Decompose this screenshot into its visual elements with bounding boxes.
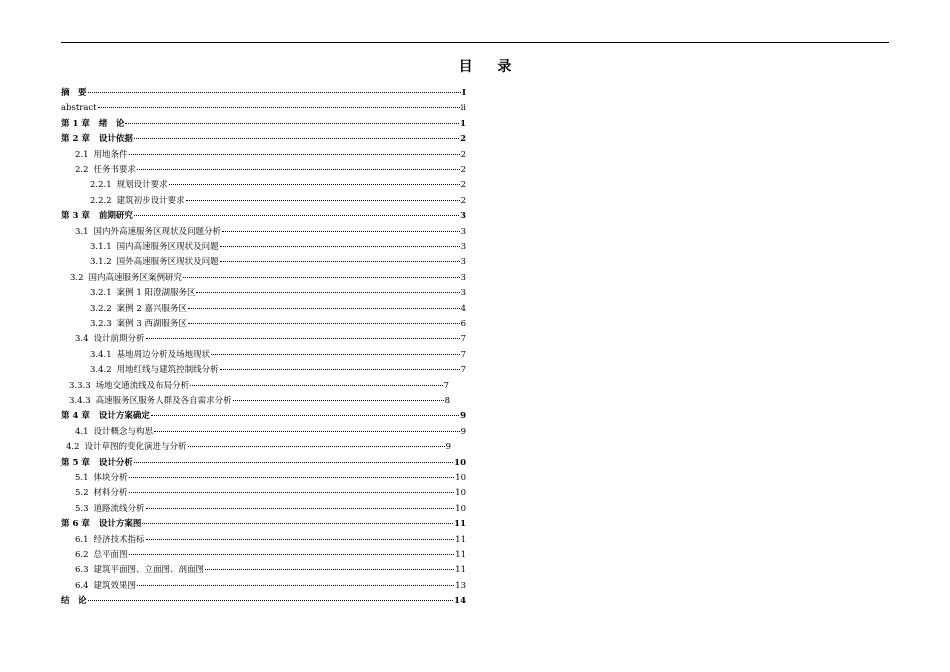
toc-entry[interactable] bbox=[90, 317, 466, 331]
toc-entry-title: 规划设计要求 bbox=[116, 180, 168, 191]
toc-entry-page: 3 bbox=[460, 242, 466, 252]
toc-entry-page: 10 bbox=[454, 457, 466, 468]
toc-entry-page: ii bbox=[460, 103, 466, 114]
toc-entry-page: 7 bbox=[443, 380, 449, 391]
toc-entry-title: 国内外高速服务区现状及问题分析 bbox=[93, 226, 222, 237]
toc-entry-title: 经济技术指标 bbox=[93, 534, 145, 545]
toc-entry-title: 设计概念与构思 bbox=[93, 426, 154, 437]
toc-dot-leader bbox=[186, 200, 460, 201]
toc-entry-title: 高速服务区服务人群及各自需求分析 bbox=[95, 396, 232, 406]
toc-entry-number: 第 3 章 bbox=[61, 211, 90, 222]
toc-entry[interactable] bbox=[90, 178, 466, 192]
toc-entry[interactable] bbox=[61, 86, 466, 100]
toc-entry-page: 3 bbox=[460, 257, 466, 268]
toc-entry[interactable] bbox=[61, 101, 466, 115]
toc-entry[interactable] bbox=[90, 286, 466, 300]
toc-entry-title: 设计分析 bbox=[98, 457, 133, 468]
toc-entry[interactable] bbox=[75, 563, 466, 577]
toc-entry-number: 5.2 bbox=[75, 488, 89, 499]
toc-entry[interactable] bbox=[75, 548, 466, 562]
toc-entry-page: 8 bbox=[444, 396, 450, 406]
toc-dot-leader bbox=[233, 400, 444, 401]
toc-dot-leader bbox=[146, 508, 455, 509]
toc-entry-number: 6.2 bbox=[75, 550, 89, 560]
toc-entry-page: 10 bbox=[455, 503, 466, 514]
toc-entry-title: 设计方案确定 bbox=[98, 411, 150, 422]
toc-entry-title: 建筑平面图、立面图、剖面图 bbox=[93, 565, 205, 576]
toc-entry-title: 设计方案图 bbox=[98, 519, 142, 530]
toc-entry[interactable] bbox=[75, 486, 466, 500]
toc-entry-page: 9 bbox=[460, 411, 466, 422]
toc-entry-number: 3.1.1 bbox=[90, 242, 112, 252]
toc-dot-leader bbox=[137, 585, 454, 586]
toc-dot-leader bbox=[129, 154, 460, 155]
toc-entry[interactable] bbox=[61, 132, 466, 146]
toc-entry-title: 材料分析 bbox=[93, 488, 128, 499]
toc-entry-title: 国内高速服务区现状及问题 bbox=[116, 242, 219, 252]
toc-entry-title: abstract bbox=[61, 103, 97, 114]
toc-entry-page: 1 bbox=[460, 118, 466, 129]
toc-entry[interactable] bbox=[61, 517, 466, 531]
toc-entry-title: 结 论 bbox=[61, 596, 87, 607]
toc-entry-title: 道路流线分析 bbox=[93, 503, 145, 514]
toc-dot-leader bbox=[222, 231, 460, 232]
toc-entry[interactable] bbox=[90, 302, 466, 316]
toc-entry-page: 3 bbox=[460, 272, 466, 283]
toc-dot-leader bbox=[169, 184, 460, 185]
toc-entry-number: 6.1 bbox=[75, 534, 89, 545]
toc-dot-leader bbox=[98, 107, 460, 108]
toc-entry-number: 3.2.3 bbox=[90, 319, 112, 329]
toc-entry-number: 4.2 bbox=[66, 442, 80, 453]
toc-dot-leader bbox=[188, 323, 460, 324]
toc-entry-page: 3 bbox=[460, 288, 466, 299]
toc-entry[interactable] bbox=[70, 271, 466, 285]
toc-entry[interactable] bbox=[90, 194, 466, 208]
toc-entry-number: 3.1 bbox=[75, 226, 89, 237]
toc-entry-page: 10 bbox=[455, 488, 466, 499]
toc-dot-leader bbox=[134, 215, 459, 216]
toc-dot-leader bbox=[188, 446, 445, 447]
toc-entry-number: 6.4 bbox=[75, 580, 89, 591]
toc-dot-leader bbox=[146, 338, 460, 339]
toc-entry[interactable] bbox=[61, 209, 466, 223]
toc-entry-page: 14 bbox=[454, 596, 466, 607]
toc-dot-leader bbox=[134, 462, 453, 463]
toc-entry-page: I bbox=[462, 88, 466, 98]
toc-entry-title: 案例 2 嘉兴服务区 bbox=[116, 303, 187, 314]
toc-dot-leader bbox=[190, 385, 442, 386]
toc-entry-number: 3.4 bbox=[75, 334, 89, 345]
toc-entry-title: 建筑效果图 bbox=[93, 580, 137, 591]
toc-entry-number: 第 4 章 bbox=[61, 411, 90, 422]
toc-dot-leader bbox=[220, 246, 460, 247]
toc-dot-leader bbox=[220, 261, 460, 262]
toc-entry-page: 9 bbox=[460, 426, 466, 437]
toc-dot-leader bbox=[129, 554, 455, 555]
toc-entry-page: 4 bbox=[460, 303, 466, 314]
toc-entry-title: 前期研究 bbox=[98, 211, 133, 222]
toc-entry-title: 国内高速服务区案例研究 bbox=[88, 272, 183, 283]
toc-entry-title: 任务书要求 bbox=[93, 165, 137, 175]
toc-entry-title: 基地周边分析及场地现状 bbox=[116, 349, 211, 360]
toc-dot-leader bbox=[88, 92, 462, 93]
toc-dot-leader bbox=[125, 123, 459, 124]
toc-entry[interactable] bbox=[90, 240, 466, 254]
toc-dot-leader bbox=[137, 169, 460, 170]
toc-entry-number: 3.4.2 bbox=[90, 365, 112, 376]
toc-dot-leader bbox=[134, 138, 459, 139]
toc-entry-page: 2 bbox=[460, 195, 466, 206]
toc-entry[interactable] bbox=[90, 255, 466, 269]
toc-entry-page: 3 bbox=[460, 226, 466, 237]
toc-entry-page: 7 bbox=[460, 349, 466, 360]
toc-entry[interactable] bbox=[75, 225, 466, 239]
toc-entry[interactable] bbox=[90, 363, 466, 377]
toc-entry[interactable] bbox=[75, 579, 466, 593]
toc-entry-page: 2 bbox=[460, 149, 466, 160]
toc-entry[interactable] bbox=[66, 440, 451, 454]
toc-dot-leader bbox=[151, 415, 459, 416]
toc-entry-title: 案例 3 西湖服务区 bbox=[116, 319, 187, 329]
toc-entry[interactable] bbox=[61, 456, 466, 470]
toc-dot-leader bbox=[154, 431, 460, 432]
toc-dot-leader bbox=[211, 354, 459, 355]
toc-entry[interactable] bbox=[75, 148, 466, 162]
toc-entry-number: 2.1 bbox=[75, 149, 89, 160]
toc-entry[interactable] bbox=[75, 502, 466, 516]
toc-entry-title: 用地红线与建筑控制线分析 bbox=[116, 365, 219, 376]
toc-dot-leader bbox=[146, 539, 455, 540]
toc-dot-leader bbox=[129, 492, 455, 493]
toc-entry-page: 6 bbox=[460, 319, 466, 329]
toc-entry-number: 3.4.3 bbox=[69, 396, 91, 406]
toc-entry-number: 3.2.1 bbox=[90, 288, 112, 299]
toc-entry-title: 摘 要 bbox=[61, 88, 87, 98]
toc-entry-title: 用地条件 bbox=[93, 149, 128, 160]
toc-entry-page: 7 bbox=[460, 365, 466, 376]
toc-entry-number: 5.3 bbox=[75, 503, 89, 514]
toc-dot-leader bbox=[188, 308, 460, 309]
toc-entry-page: 11 bbox=[455, 565, 466, 576]
toc-dot-leader bbox=[129, 477, 455, 478]
toc-entry[interactable] bbox=[61, 117, 466, 131]
toc-entry-title: 设计依据 bbox=[98, 134, 133, 145]
toc-entry-page: 7 bbox=[460, 334, 466, 345]
toc-entry-page: 2 bbox=[460, 134, 466, 145]
toc-entry[interactable] bbox=[75, 332, 466, 346]
toc-entry-number: 3.2 bbox=[70, 272, 84, 283]
toc-entry-number: 3.1.2 bbox=[90, 257, 112, 268]
toc-entry-page: 11 bbox=[454, 519, 466, 530]
toc-entry-title: 总平面图 bbox=[93, 550, 128, 560]
toc-entry[interactable] bbox=[61, 409, 466, 423]
toc-entry-number: 第 2 章 bbox=[61, 134, 90, 145]
toc-entry-number: 2.2.2 bbox=[90, 195, 112, 206]
toc-entry-number: 第 5 章 bbox=[61, 457, 90, 468]
toc-dot-leader bbox=[142, 523, 453, 524]
toc-entry[interactable] bbox=[75, 425, 466, 439]
toc-entry-number: 第 6 章 bbox=[61, 519, 90, 530]
toc-entry-page: 2 bbox=[460, 165, 466, 175]
toc-entry-title: 建筑初步设计要求 bbox=[116, 195, 185, 206]
toc-entry-page: 11 bbox=[455, 534, 466, 545]
toc-entry-page: 3 bbox=[460, 211, 466, 222]
toc-dot-leader bbox=[183, 277, 460, 278]
header-rule bbox=[61, 42, 889, 43]
toc-title: 目 录 bbox=[458, 59, 522, 75]
toc-entry-title: 设计前期分析 bbox=[93, 334, 145, 345]
toc-entry[interactable] bbox=[69, 394, 450, 408]
toc-dot-leader bbox=[88, 600, 454, 601]
toc-dot-leader bbox=[220, 369, 460, 370]
toc-entry-number: 6.3 bbox=[75, 565, 89, 576]
toc-entry-number: 第 1 章 bbox=[61, 118, 90, 129]
toc-entry-number: 5.1 bbox=[75, 473, 89, 483]
toc-entry[interactable] bbox=[69, 379, 449, 393]
toc-entry-title: 体块分析 bbox=[93, 473, 128, 483]
toc-entry[interactable] bbox=[75, 533, 466, 547]
toc-entry-page: 10 bbox=[455, 473, 466, 483]
toc-entry-number: 3.4.1 bbox=[90, 349, 112, 360]
toc-dot-leader bbox=[205, 569, 454, 570]
toc-entry-page: 11 bbox=[455, 550, 466, 560]
toc-entry[interactable] bbox=[75, 471, 466, 485]
toc-entry[interactable] bbox=[90, 348, 466, 362]
toc-entry-number: 3.2.2 bbox=[90, 303, 112, 314]
toc-entry[interactable] bbox=[75, 163, 466, 177]
toc-entry-title: 国外高速服务区现状及问题 bbox=[116, 257, 219, 268]
toc-entry-page: 9 bbox=[445, 442, 451, 453]
toc-entry-number: 2.2 bbox=[75, 165, 89, 175]
toc-entry-number: 2.2.1 bbox=[90, 180, 112, 191]
toc-dot-leader bbox=[196, 292, 459, 293]
toc-entry-title: 绪 论 bbox=[98, 118, 125, 129]
toc-entry-title: 设计草图的变化演进与分析 bbox=[84, 442, 187, 453]
toc-entry-number: 3.3.3 bbox=[69, 380, 91, 391]
toc-entry-title: 案例 1 阳澄湖服务区 bbox=[116, 288, 196, 299]
toc-entry-page: 13 bbox=[455, 580, 466, 591]
toc-entry-page: 2 bbox=[460, 180, 466, 191]
toc-entry-number: 4.1 bbox=[75, 426, 89, 437]
toc-entry-title: 场地交通流线及布局分析 bbox=[95, 380, 190, 391]
toc-entry[interactable] bbox=[61, 594, 466, 608]
